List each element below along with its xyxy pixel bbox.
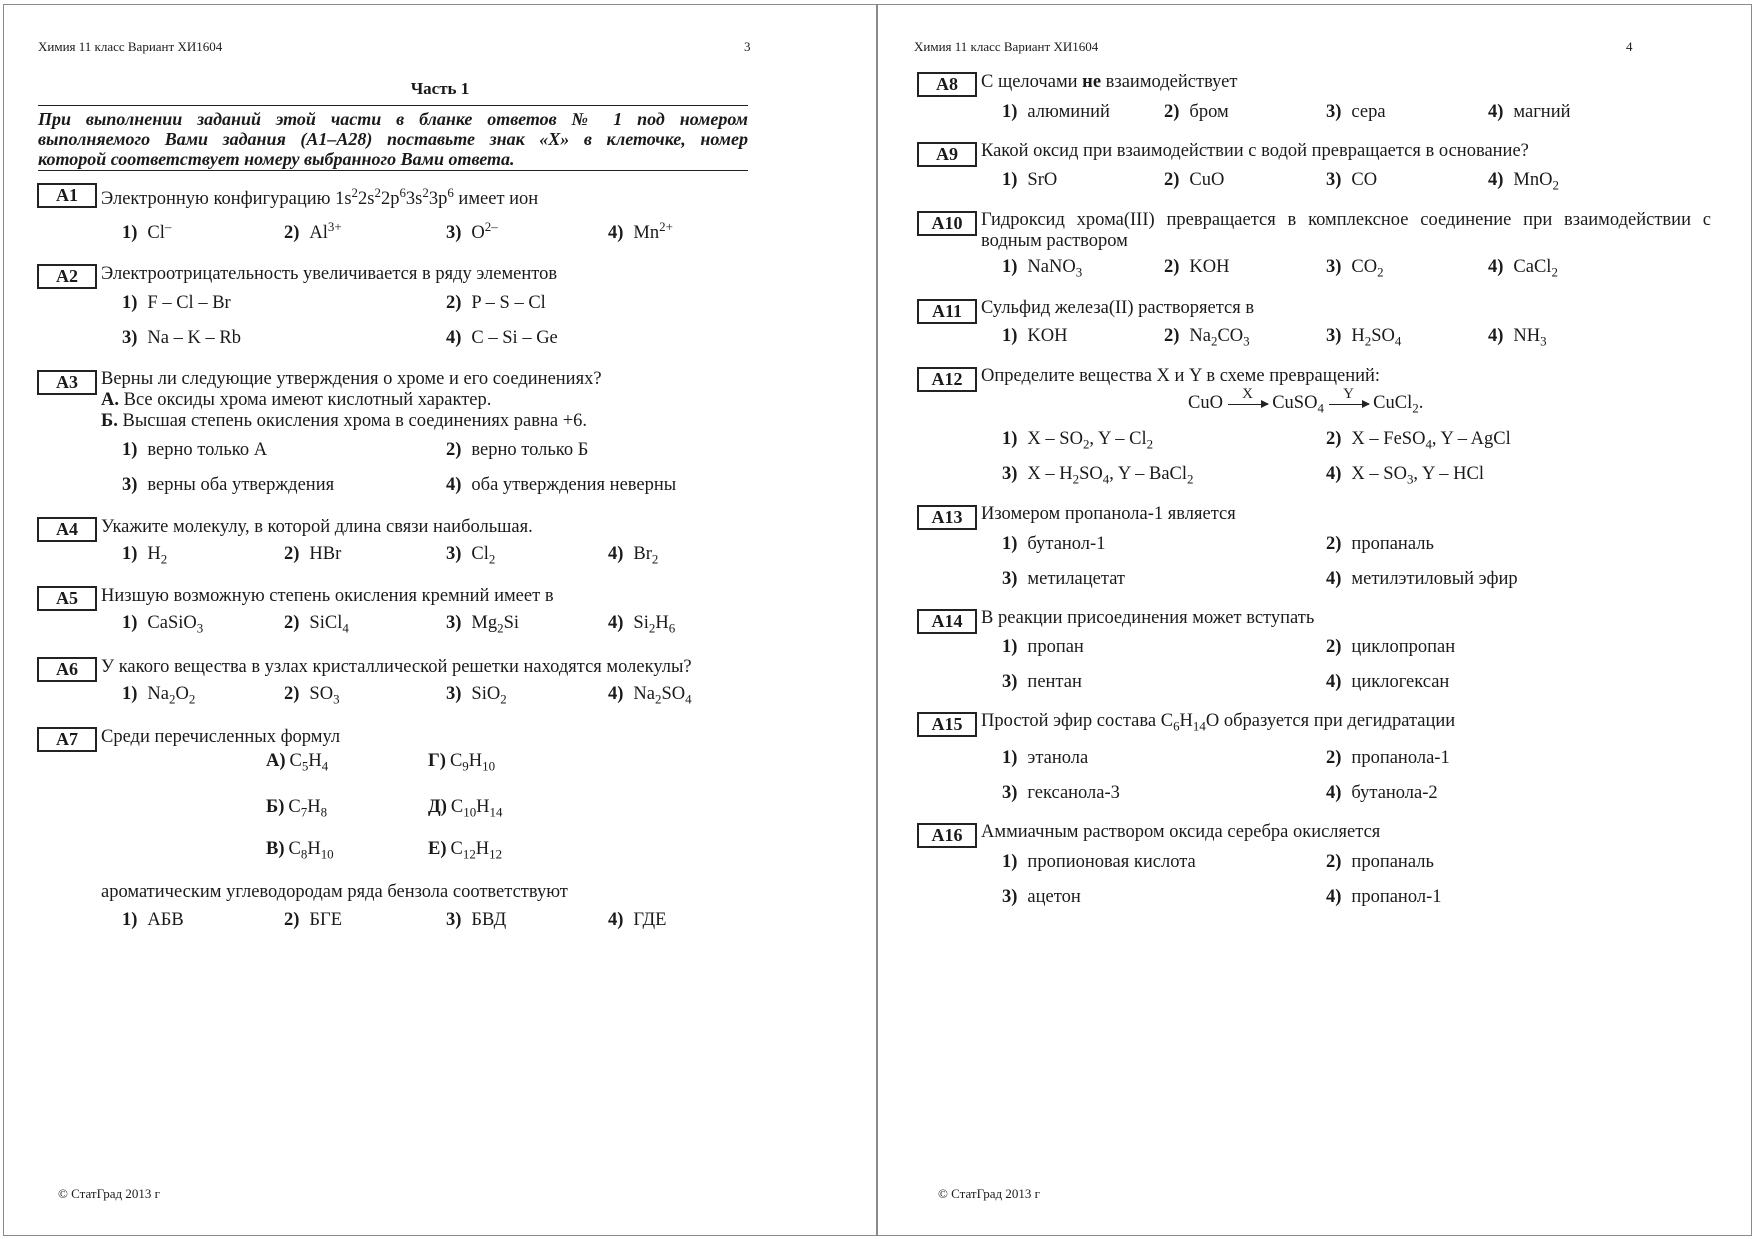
question-text: Какой оксид при взаимодействии с водой превращается в основание?: [981, 141, 1529, 161]
answer-option: 1) пропионовая кислота: [1002, 852, 1196, 872]
answer-option: 4) метилэтиловый эфир: [1326, 569, 1518, 589]
question-text: У какого вещества в узлах кристаллической решетки находятся молекулы?: [101, 657, 692, 677]
question-tag: A2: [37, 264, 97, 289]
answer-option: 4) циклогексан: [1326, 672, 1450, 692]
answer-option: 4) $NH_3$: [1488, 326, 1547, 349]
answer-option: 2) $Al^{3+}$: [284, 218, 342, 243]
reaction-scheme: CuO X CuSO$_4$ Y CuCl$_2$.: [1188, 386, 1424, 416]
answer-option: 2) циклопропан: [1326, 637, 1456, 657]
answer-option: 1) NaNO$_3$: [1002, 257, 1083, 280]
question-tag: A14: [917, 609, 977, 634]
question-text: Сульфид железа(II) растворяется в: [981, 298, 1255, 318]
answer-option: 2) верно только Б: [446, 440, 589, 460]
instruction-line: которой соответствует номеру выбранного Вами ответа.: [38, 149, 515, 169]
answer-option: 4) оба утверждения неверны: [446, 475, 677, 495]
answer-option: 4) C – Si – Ge: [446, 328, 558, 348]
question-tag: A1: [37, 183, 97, 208]
answer-option: 4) $Na_2SO_4$: [608, 684, 692, 707]
answer-option: 2) CuO: [1164, 170, 1225, 190]
divider-bottom: [38, 170, 748, 171]
arrow-x: X: [1228, 402, 1268, 405]
question-text: Определите вещества X и Y в схеме превращений:: [981, 366, 1381, 386]
divider-top: [38, 105, 748, 106]
answer-option: 3) БВД: [446, 910, 507, 930]
answer-option: 1) KOH: [1002, 326, 1068, 346]
answer-option: 3) пентан: [1002, 672, 1082, 692]
answer-option: 2) KOH: [1164, 257, 1230, 277]
question-tag: A16: [917, 823, 977, 848]
answer-option: 1) SrO: [1002, 170, 1058, 190]
answer-option: 1) $H_2$: [122, 544, 168, 567]
answer-option: 4) $Mn^{2+}$: [608, 218, 673, 243]
answer-option: 3) верны оба утверждения: [122, 475, 335, 495]
answer-option: 2) $SO_3$: [284, 684, 340, 707]
answer-option: 2) БГЕ: [284, 910, 343, 930]
answer-option: 4) бутанола-2: [1326, 783, 1438, 803]
answer-option: 1) CaSiO$_3$: [122, 613, 204, 636]
question-tag: A7: [37, 727, 97, 752]
question-text: Электронную конфигурацию $1s^22s^22p^63s^23p^6$ имеет ион: [101, 184, 539, 209]
question-text: Изомером пропанола-1 является: [981, 504, 1236, 524]
answer-option: 3) сера: [1326, 102, 1386, 122]
answer-option: 1) $Na_2O_2$: [122, 684, 196, 707]
answer-option: 3) SiO$_2$: [446, 684, 507, 707]
question-text: С щелочами не взаимодействует: [981, 72, 1238, 92]
formula-item: Е) $C_{12}H_{12}$: [428, 839, 503, 862]
question-text: Простой эфир состава $C_6H_{14}O$ образуется при дегидратации: [981, 711, 1456, 734]
answer-option: 4) $Si_2H_6$: [608, 613, 676, 636]
instruction-line: При выполнении заданий этой части в бланке ответов № 1 под номером: [38, 109, 748, 129]
answer-option: 3) $Mg_2Si$: [446, 613, 520, 636]
page-right: [877, 4, 1752, 1236]
question-text: В реакции присоединения может вступать: [981, 608, 1315, 628]
formula-item: Г) $C_9H_{10}$: [428, 751, 496, 774]
answer-option: 3) $Cl_2$: [446, 544, 496, 567]
answer-option: 2) пропаналь: [1326, 852, 1434, 872]
page-number: 3: [744, 39, 751, 54]
answer-option: 1) бутанол-1: [1002, 534, 1106, 554]
answer-option: 2) бром: [1164, 102, 1229, 122]
part-title: Часть 1: [410, 79, 470, 98]
question-tag: A10: [917, 211, 977, 236]
answer-option: 4) ГДЕ: [608, 910, 667, 930]
question-tag: A6: [37, 657, 97, 682]
answer-option: 1) X – $SO_2$, Y – $Cl_2$: [1002, 429, 1154, 452]
page-footer: © СтатГрад 2013 г: [58, 1186, 160, 1201]
answer-option: 3) CO: [1326, 170, 1378, 190]
formula-item: А) $C_5H_4$: [266, 751, 329, 774]
instruction-line: выполняемого Вами задания (А1–А28) поставьте знак «X» в клеточке, номер: [38, 129, 748, 149]
question-text: Укажите молекулу, в которой длина связи наибольшая.: [101, 517, 533, 537]
answer-option: 2) пропаналь: [1326, 534, 1434, 554]
formula-item: Б) $C_7H_8$: [266, 797, 328, 820]
question-text: Аммиачным раствором оксида серебра окисляется: [981, 822, 1381, 842]
answer-option: 3) X – $H_2SO_4$, Y – BaCl$_2$: [1002, 464, 1194, 487]
answer-option: 2) SiCl$_4$: [284, 613, 349, 636]
question-tag: A15: [917, 712, 977, 737]
answer-option: 1) АБВ: [122, 910, 184, 930]
question-tag: A9: [917, 142, 977, 167]
question-text: Верны ли следующие утверждения о хроме и его соединениях?: [101, 369, 602, 389]
answer-option: 3) $H_2SO_4$: [1326, 326, 1402, 349]
arrow-y: Y: [1329, 402, 1369, 405]
answer-option: 4) магний: [1488, 102, 1571, 122]
answer-option: 4) пропанол-1: [1326, 887, 1442, 907]
instructions: [38, 109, 748, 169]
answer-option: 2) $Na_2CO_3$: [1164, 326, 1250, 349]
answer-option: 1) F – Cl – Br: [122, 293, 231, 313]
answer-option: 3) $O^{2-}$: [446, 218, 498, 243]
question-text: Среди перечисленных формул: [101, 727, 341, 747]
question-text: Низшую возможную степень окисления кремний имеет в: [101, 586, 554, 606]
answer-option: 1) пропан: [1002, 637, 1084, 657]
answer-option: 4) $Br_2$: [608, 544, 659, 567]
answer-option: 2) пропанола-1: [1326, 748, 1450, 768]
statement-a: А. Все оксиды хрома имеют кислотный характер.: [101, 390, 492, 410]
answer-option: 1) верно только А: [122, 440, 268, 460]
page-left: [3, 4, 877, 1236]
answer-option: 3) ацетон: [1002, 887, 1081, 907]
question-tag: A5: [37, 586, 97, 611]
question-tag: A12: [917, 367, 977, 392]
formula-item: Д) $C_{10}H_{14}$: [428, 797, 503, 820]
answer-option: 2) P – S – Cl: [446, 293, 546, 313]
question-text: Гидроксид хрома(III) превращается в комплексное соединение при взаимодействии с водным раствором: [981, 210, 1711, 251]
question-tag: A3: [37, 370, 97, 395]
answer-option: 1) Cl–: [122, 218, 172, 243]
answer-option: 4) CaCl$_2$: [1488, 257, 1558, 280]
page-footer: © СтатГрад 2013 г: [938, 1186, 1040, 1201]
statement-b: Б. Высшая степень окисления хрома в соединениях равна +6.: [101, 411, 588, 431]
answer-option: 3) гексанола-3: [1002, 783, 1120, 803]
formula-item: В) $C_8H_{10}$: [266, 839, 334, 862]
page-header: Химия 11 класс Вариант ХИ1604: [38, 39, 223, 54]
answer-option: 2) HBr: [284, 544, 342, 564]
question-tag: A8: [917, 72, 977, 97]
answer-option: 2) X – FeSO$_4$, Y – AgCl: [1326, 429, 1511, 452]
page-number: 4: [1626, 39, 1633, 54]
answer-option: 4) MnO$_2$: [1488, 170, 1559, 193]
question-tag: A4: [37, 517, 97, 542]
answer-option: 4) X – $SO_3$, Y – HCl: [1326, 464, 1484, 487]
answer-option: 3) $CO_2$: [1326, 257, 1384, 280]
question-text: Электроотрицательность увеличивается в ряду элементов: [101, 264, 558, 284]
answer-option: 3) метилацетат: [1002, 569, 1126, 589]
answer-option: 1) этанола: [1002, 748, 1089, 768]
question-tail: ароматическим углеводородам ряда бензола соответствуют: [101, 882, 568, 902]
page-header: Химия 11 класс Вариант ХИ1604: [914, 39, 1099, 54]
answer-option: 3) Na – K – Rb: [122, 328, 241, 348]
question-tag: A13: [917, 505, 977, 530]
answer-option: 1) алюминий: [1002, 102, 1110, 122]
question-tag: A11: [917, 299, 977, 324]
